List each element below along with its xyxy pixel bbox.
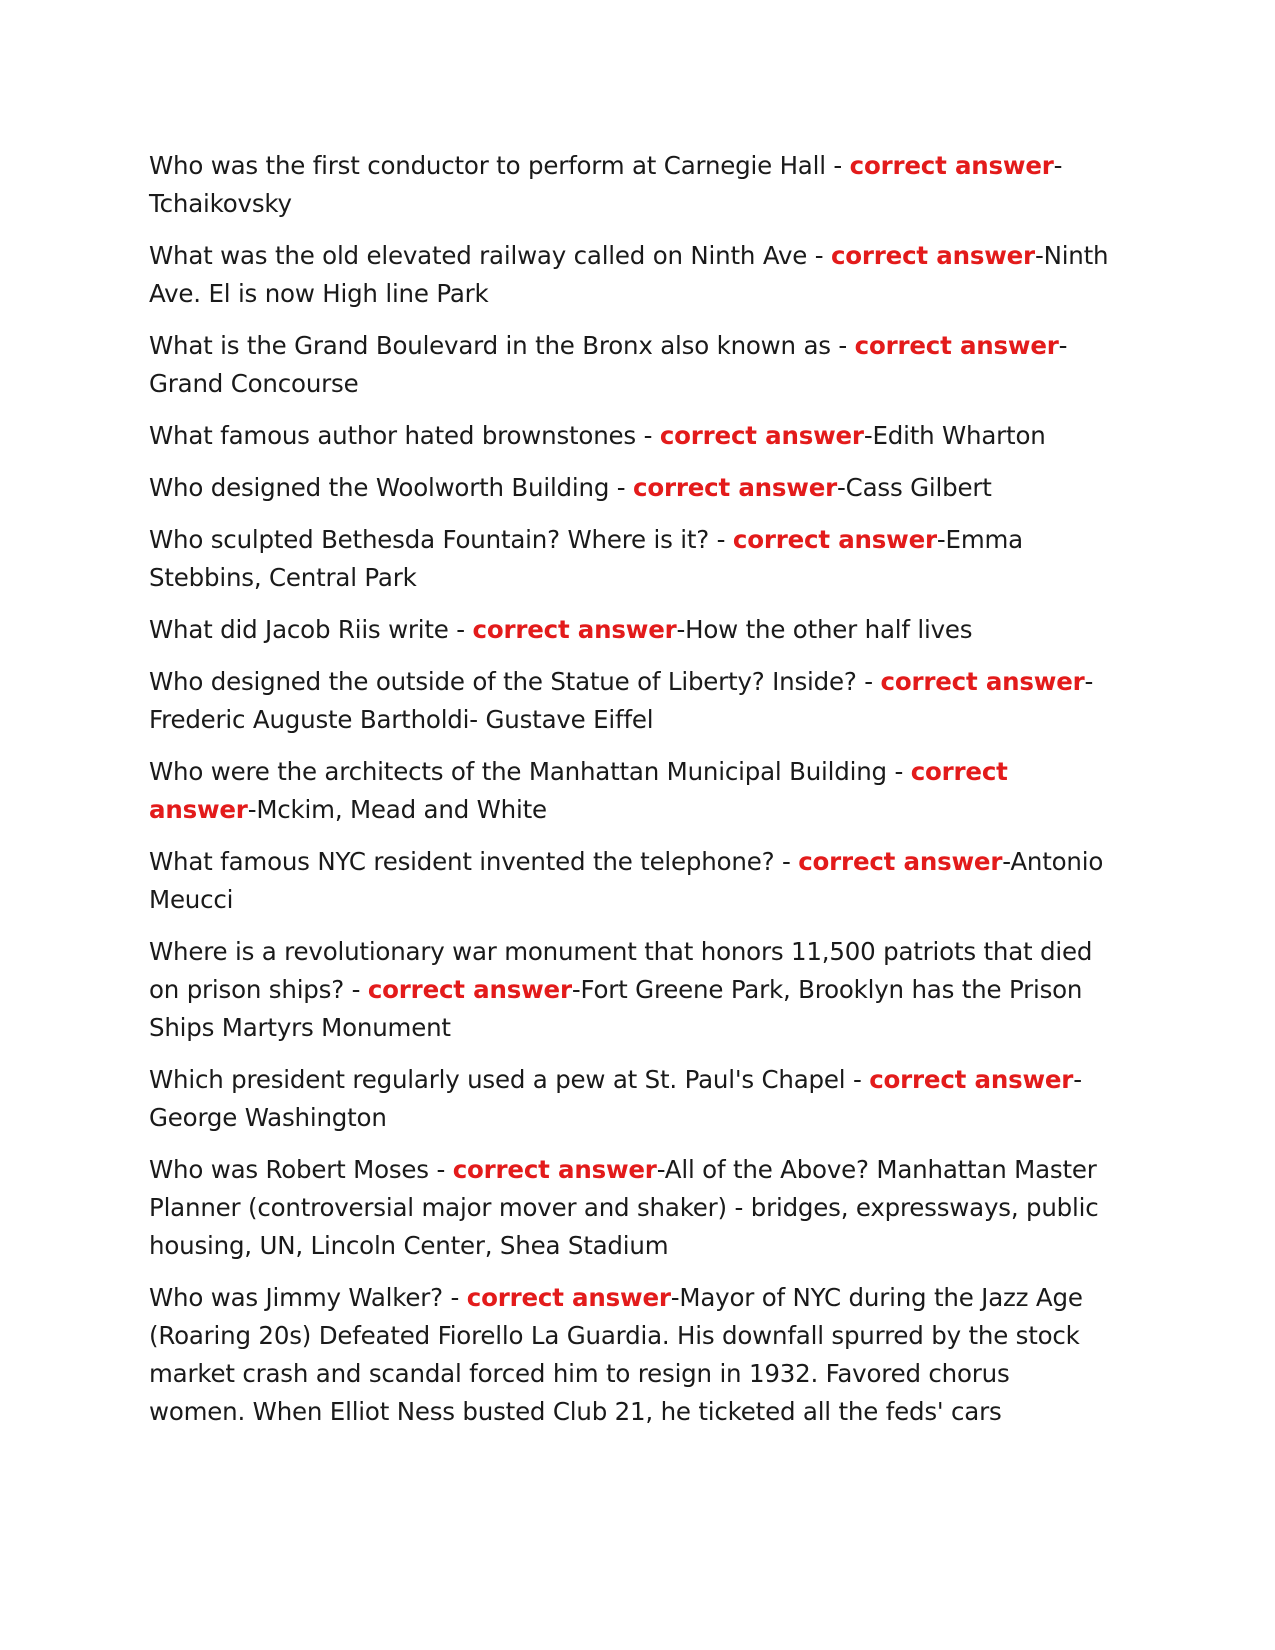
qa-item: [149, 417, 1109, 455]
answer-text: -Grand Concourse: [149, 331, 1068, 398]
answer-marker: correct answer: [367, 975, 572, 1004]
question-text: What did Jacob Riis write -: [149, 615, 473, 644]
answer-text: -George Washington: [149, 1065, 1082, 1132]
answer-marker: correct answer: [452, 1155, 657, 1184]
question-text: Who were the architects of the Manhattan Municipal Building -: [149, 757, 911, 786]
answer-marker: correct answer: [472, 615, 677, 644]
question-text: Who designed the Woolworth Building -: [149, 473, 634, 502]
answer-marker: correct answer: [869, 1065, 1074, 1094]
answer-marker: correct answer: [633, 473, 838, 502]
answer-marker: correct answer: [798, 847, 1003, 876]
answer-text: -All of the Above? Manhattan Master Planner (controversial major mover and shaker) - bridges, expressways, public housing, UN, Lincoln Center, Shea Stadium: [149, 1155, 1099, 1260]
question-text: Who designed the outside of the Statue of Liberty? Inside? -: [149, 667, 881, 696]
qa-item: [149, 843, 1109, 919]
qa-item: [149, 1279, 1109, 1431]
qa-item: [149, 147, 1109, 223]
answer-text: -Fort Greene Park, Brooklyn has the Prison Ships Martyrs Monument: [149, 975, 1083, 1042]
qa-item: [149, 933, 1109, 1047]
answer-text: -Tchaikovsky: [149, 151, 1063, 218]
question-text: Who was Jimmy Walker? -: [149, 1283, 467, 1312]
question-text: What was the old elevated railway called on Ninth Ave -: [149, 241, 831, 270]
qa-item: [149, 469, 1109, 507]
qa-item: [149, 663, 1109, 739]
qa-item: [149, 327, 1109, 403]
question-text: What famous author hated brownstones -: [149, 421, 660, 450]
answer-text: -Mckim, Mead and White: [247, 795, 547, 824]
answer-text: -Edith Wharton: [863, 421, 1046, 450]
answer-marker: correct answer: [466, 1283, 671, 1312]
question-text: Who was Robert Moses -: [149, 1155, 453, 1184]
qa-item: [149, 1061, 1109, 1137]
answer-marker: correct answer: [849, 151, 1054, 180]
answer-marker: correct answer: [659, 421, 864, 450]
question-text: Where is a revolutionary war monument that honors 11,500 patriots that died on prison ships? -: [149, 937, 1093, 1004]
qa-item: [149, 1151, 1109, 1265]
question-text: What famous NYC resident invented the telephone? -: [149, 847, 799, 876]
answer-marker: correct answer: [830, 241, 1035, 270]
qa-list: [149, 147, 1109, 1445]
answer-marker: correct answer: [854, 331, 1059, 360]
qa-item: [149, 753, 1109, 829]
answer-marker: correct answer: [880, 667, 1085, 696]
answer-text: -How the other half lives: [676, 615, 973, 644]
answer-text: -Mayor of NYC during the Jazz Age (Roaring 20s) Defeated Fiorello La Guardia. His downfall spurred by the stock market crash and scandal forced him to resign in 1932. Favored chorus women. When Elliot Ness busted Club 21, he ticketed all the feds' cars: [149, 1283, 1083, 1426]
answer-text: -Frederic Auguste Bartholdi- Gustave Eiffel: [149, 667, 1094, 734]
question-text: Who sculpted Bethesda Fountain? Where is it? -: [149, 525, 733, 554]
qa-item: [149, 237, 1109, 313]
answer-marker: correct answer: [732, 525, 937, 554]
question-text: Which president regularly used a pew at St. Paul's Chapel -: [149, 1065, 870, 1094]
answer-text: -Emma Stebbins, Central Park: [149, 525, 1023, 592]
question-text: Who was the first conductor to perform at Carnegie Hall -: [149, 151, 850, 180]
qa-item: [149, 611, 1109, 649]
answer-marker: correct answer: [149, 757, 1008, 824]
answer-text: -Ninth Ave. El is now High line Park: [149, 241, 1109, 308]
question-text: What is the Grand Boulevard in the Bronx also known as -: [149, 331, 855, 360]
answer-text: -Antonio Meucci: [149, 847, 1104, 914]
qa-item: [149, 521, 1109, 597]
answer-text: -Cass Gilbert: [837, 473, 992, 502]
